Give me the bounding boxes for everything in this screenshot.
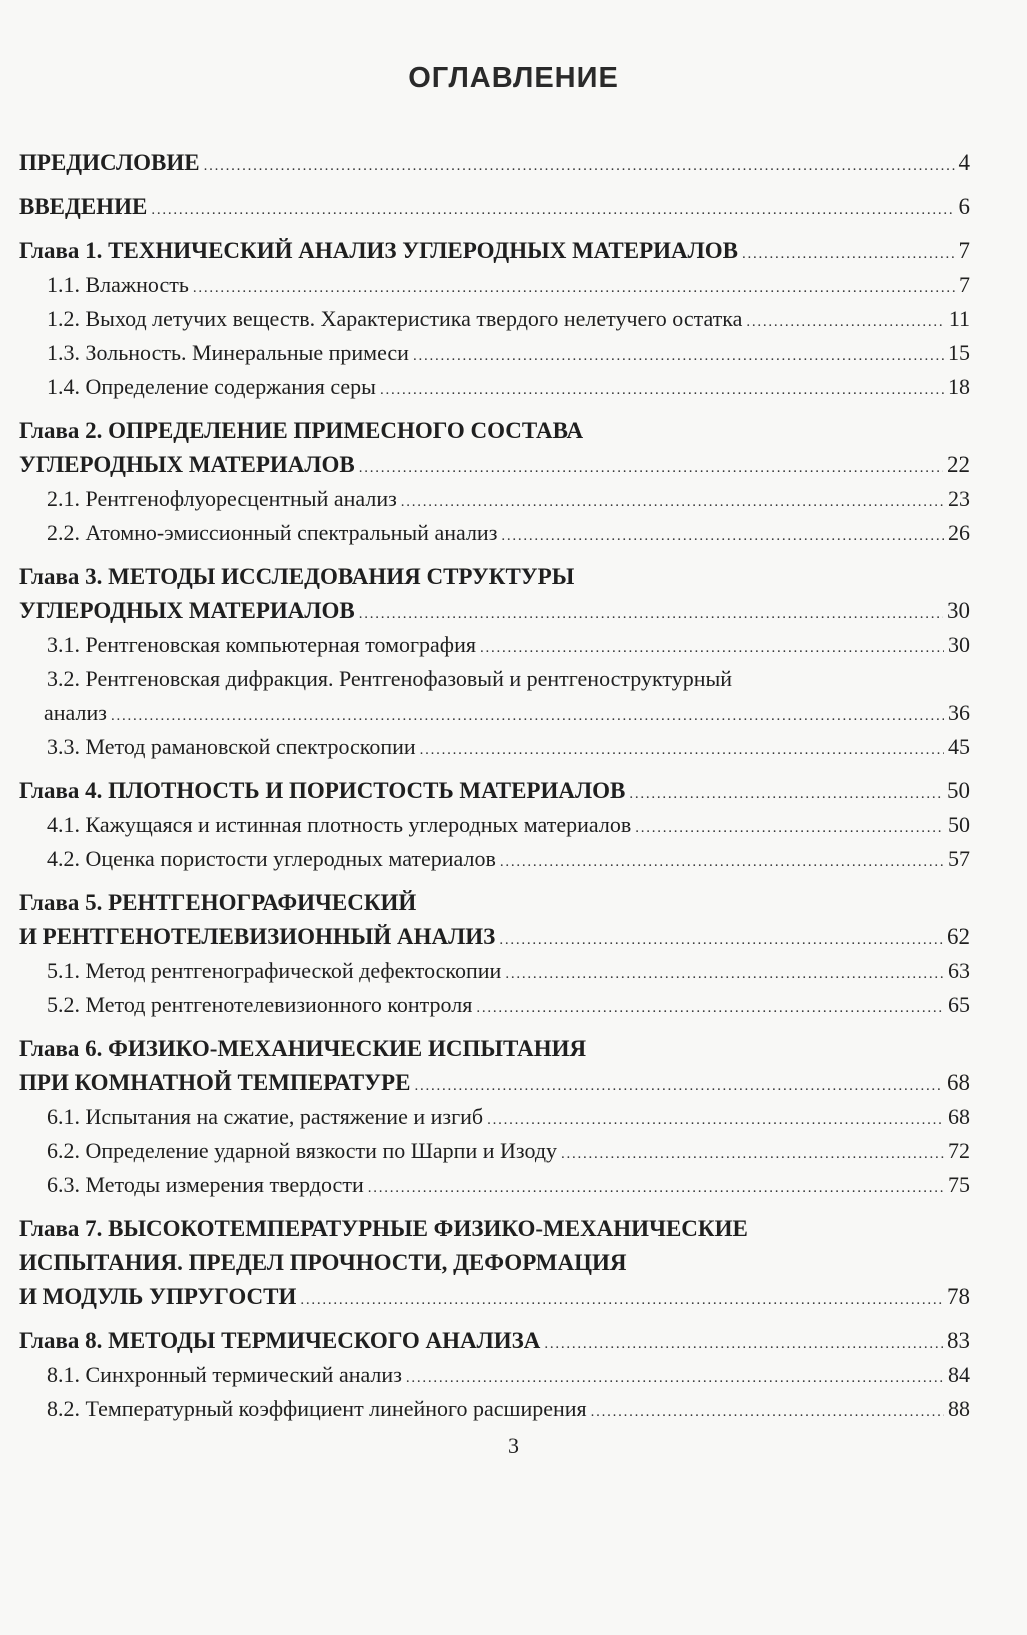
dot-leader: [476, 988, 944, 1025]
page-title: ОГЛАВЛЕНИЕ: [408, 62, 619, 94]
toc-section-entry: [19, 516, 970, 550]
toc-entry-page: 11: [948, 306, 970, 331]
toc-entry-page: 88: [948, 1396, 970, 1421]
table-of-contents: [19, 146, 970, 1426]
toc-section-entry: [19, 1358, 970, 1392]
toc-section-entry: [19, 662, 970, 696]
toc-section-entry: [19, 268, 970, 302]
toc-section-entry: [19, 336, 970, 370]
toc-section-entry: [19, 842, 970, 876]
toc-entry-page: 36: [948, 700, 970, 725]
toc-section-entry: [19, 302, 970, 336]
toc-entry-text: Глава 6. ФИЗИКО-МЕХАНИЧЕСКИЕ ИСПЫТАНИЯ: [19, 1036, 587, 1061]
toc-entry-page: 50: [947, 778, 970, 803]
dot-leader: [561, 1134, 944, 1171]
toc-section-entry: [19, 628, 970, 662]
dot-leader: [193, 268, 955, 305]
dot-leader: [742, 234, 955, 271]
toc-section-entry: [19, 1168, 970, 1202]
toc-entry-text: 6.2. Определение ударной вязкости по Шарпи и Изоду: [47, 1138, 558, 1163]
toc-chapter-entry: [19, 1280, 970, 1314]
toc-section-entry: [19, 988, 970, 1022]
toc-entry-text: Глава 1. ТЕХНИЧЕСКИЙ АНАЛИЗ УГЛЕРОДНЫХ МАТЕРИАЛОВ: [19, 238, 738, 263]
toc-chapter-entry: [19, 1212, 970, 1246]
dot-leader: [505, 954, 944, 991]
toc-entry-page: 75: [948, 1172, 970, 1197]
toc-entry-text: УГЛЕРОДНЫХ МАТЕРИАЛОВ: [19, 452, 355, 477]
toc-entry-text: 3.2. Рентгеновская дифракция. Рентгенофазовый и рентгеноструктурный: [47, 666, 733, 691]
toc-chapter-entry: [19, 448, 970, 482]
toc-section-entry: [19, 1134, 970, 1168]
toc-entry-page: 15: [948, 340, 970, 365]
toc-entry-text: 1.4. Определение содержания серы: [47, 374, 376, 399]
toc-section-entry: [19, 482, 970, 516]
dot-leader: [359, 448, 943, 485]
toc-entry-page: 65: [948, 992, 970, 1017]
toc-entry-page: 78: [947, 1284, 970, 1309]
toc-entry-text: анализ: [44, 700, 107, 725]
dot-leader: [151, 190, 954, 227]
toc-entry-text: 1.1. Влажность: [47, 272, 189, 297]
toc-chapter-entry: [19, 190, 970, 224]
toc-entry-text: ПРЕДИСЛОВИЕ: [19, 150, 200, 175]
toc-chapter-entry: [19, 146, 970, 180]
toc-chapter-entry: [19, 234, 970, 268]
toc-chapter-entry: [19, 774, 970, 808]
toc-entry-text: Глава 3. МЕТОДЫ ИССЛЕДОВАНИЯ СТРУКТУРЫ: [19, 564, 575, 589]
toc-entry-text: 5.1. Метод рентгенографической дефектоскопии: [47, 958, 502, 983]
page-number: 3: [508, 1433, 519, 1458]
dot-leader: [591, 1392, 944, 1429]
dot-leader: [544, 1324, 943, 1361]
toc-entry-page: 23: [948, 486, 970, 511]
toc-entry-page: 72: [948, 1138, 970, 1163]
toc-entry-text: Глава 5. РЕНТГЕНОГРАФИЧЕСКИЙ: [19, 890, 417, 915]
dot-leader: [480, 628, 944, 665]
dot-leader: [380, 370, 944, 407]
dot-leader: [204, 146, 955, 183]
toc-entry-text: Глава 7. ВЫСОКОТЕМПЕРАТУРНЫЕ ФИЗИКО-МЕХАНИЧЕСКИЕ: [19, 1216, 748, 1241]
toc-entry-text: 5.2. Метод рентгенотелевизионного контроля: [47, 992, 473, 1017]
toc-chapter-entry: [19, 594, 970, 628]
dot-leader: [499, 920, 943, 957]
dot-leader: [111, 696, 944, 733]
toc-entry-page: 68: [947, 1070, 970, 1095]
toc-entry-text: Глава 2. ОПРЕДЕЛЕНИЕ ПРИМЕСНОГО СОСТАВА: [19, 418, 584, 443]
toc-entry-page: 26: [948, 520, 970, 545]
toc-entry-text: 1.3. Зольность. Минеральные примеси: [47, 340, 409, 365]
toc-entry-text: 3.1. Рентгеновская компьютерная томография: [47, 632, 476, 657]
dot-leader: [500, 842, 944, 879]
dot-leader: [629, 774, 943, 811]
toc-entry-page: 62: [947, 924, 970, 949]
toc-entry-text: 4.1. Кажущаяся и истинная плотность углеродных материалов: [47, 812, 632, 837]
toc-entry-text: ВВЕДЕНИЕ: [19, 194, 148, 219]
toc-entry-text: 2.2. Атомно-эмиссионный спектральный анализ: [47, 520, 498, 545]
toc-chapter-entry: [19, 1324, 970, 1358]
toc-entry-text: 1.2. Выход летучих веществ. Характеристика твердого нелетучего остатка: [47, 306, 743, 331]
toc-entry-page: 4: [958, 150, 970, 175]
dot-leader: [401, 482, 944, 519]
toc-entry-page: 84: [948, 1362, 970, 1387]
dot-leader: [420, 730, 944, 767]
toc-entry-text: И РЕНТГЕНОТЕЛЕВИЗИОННЫЙ АНАЛИЗ: [19, 924, 496, 949]
dot-leader: [501, 516, 944, 553]
toc-section-entry: [19, 730, 970, 764]
dot-leader: [487, 1100, 944, 1137]
toc-entry-text: 2.1. Рентгенофлуоресцентный анализ: [47, 486, 397, 511]
toc-entry-text: Глава 4. ПЛОТНОСТЬ И ПОРИСТОСТЬ МАТЕРИАЛОВ: [19, 778, 626, 803]
dot-leader: [359, 594, 943, 631]
toc-section-entry: [19, 1392, 970, 1426]
toc-chapter-entry: [19, 560, 970, 594]
toc-section-entry: [19, 808, 970, 842]
toc-entry-page: 30: [948, 632, 970, 657]
toc-entry-page: 63: [948, 958, 970, 983]
toc-entry-text: 4.2. Оценка пористости углеродных материалов: [47, 846, 496, 871]
toc-entry-text: 8.1. Синхронный термический анализ: [47, 1362, 402, 1387]
toc-chapter-entry: [19, 414, 970, 448]
toc-entry-text: И МОДУЛЬ УПРУГОСТИ: [19, 1284, 297, 1309]
toc-entry-page: 45: [948, 734, 970, 759]
toc-entry-page: 57: [948, 846, 970, 871]
toc-chapter-entry: [19, 1246, 970, 1280]
toc-entry-text: 6.3. Методы измерения твердости: [47, 1172, 364, 1197]
toc-entry-page: 50: [948, 812, 970, 837]
dot-leader: [414, 1066, 943, 1103]
toc-entry-text: ПРИ КОМНАТНОЙ ТЕМПЕРАТУРЕ: [19, 1070, 411, 1095]
toc-entry-page: 68: [948, 1104, 970, 1129]
toc-section-entry: [19, 954, 970, 988]
toc-entry-text: УГЛЕРОДНЫХ МАТЕРИАЛОВ: [19, 598, 355, 623]
dot-leader: [413, 336, 944, 373]
toc-section-entry: [19, 1100, 970, 1134]
dot-leader: [746, 302, 944, 339]
toc-entry-text: 8.2. Температурный коэффициент линейного расширения: [47, 1396, 587, 1421]
toc-entry-text: Глава 8. МЕТОДЫ ТЕРМИЧЕСКОГО АНАЛИЗА: [19, 1328, 541, 1353]
toc-entry-page: 6: [958, 194, 970, 219]
toc-chapter-entry: [19, 1066, 970, 1100]
toc-entry-page: 7: [958, 238, 970, 263]
toc-entry-page: 30: [947, 598, 970, 623]
toc-section-entry: [19, 696, 970, 730]
dot-leader: [406, 1358, 944, 1395]
toc-entry-page: 83: [947, 1328, 970, 1353]
toc-entry-text: 3.3. Метод рамановской спектроскопии: [47, 734, 416, 759]
toc-entry-page: 22: [947, 452, 970, 477]
toc-entry-page: 7: [959, 272, 970, 297]
dot-leader: [635, 808, 944, 845]
toc-entry-text: ИСПЫТАНИЯ. ПРЕДЕЛ ПРОЧНОСТИ, ДЕФОРМАЦИЯ: [19, 1250, 627, 1275]
dot-leader: [368, 1168, 944, 1205]
dot-leader: [300, 1280, 943, 1317]
toc-entry-page: 18: [948, 374, 970, 399]
toc-chapter-entry: [19, 886, 970, 920]
toc-entry-text: 6.1. Испытания на сжатие, растяжение и изгиб: [47, 1104, 484, 1129]
toc-chapter-entry: [19, 920, 970, 954]
toc-chapter-entry: [19, 1032, 970, 1066]
toc-section-entry: [19, 370, 970, 404]
